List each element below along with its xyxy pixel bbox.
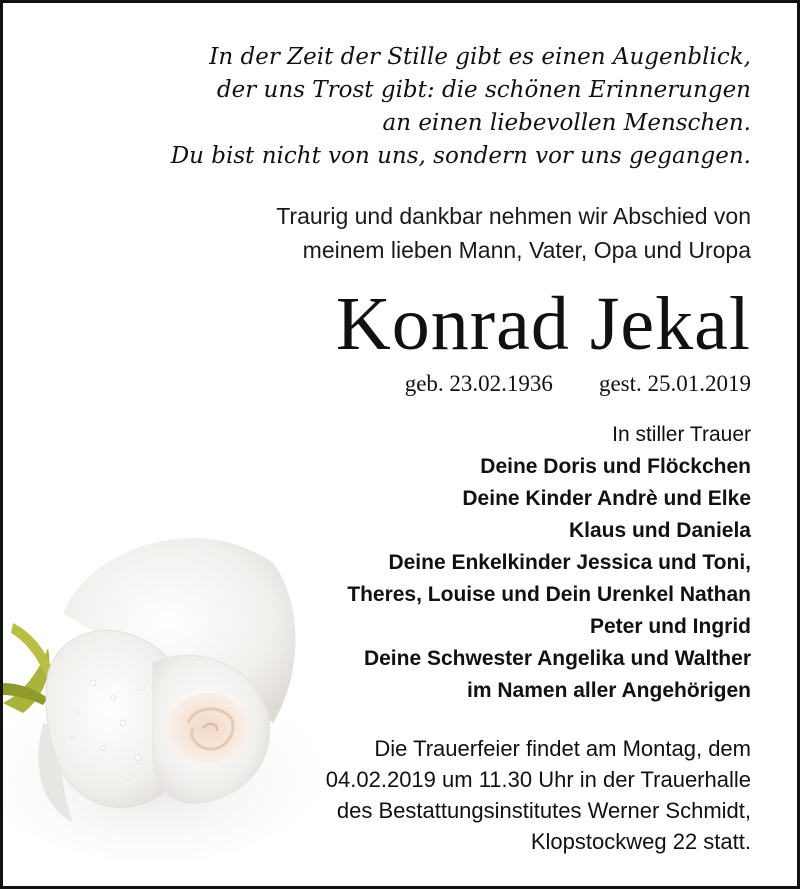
poem-line: an einen liebevollen Menschen. <box>382 110 751 136</box>
farewell-intro <box>276 199 751 267</box>
service-line: des Bestattungsinstitutes Werner Schmidt, <box>336 798 751 823</box>
mourner-line: Deine Enkelkinder Jessica und Toni, <box>388 551 751 574</box>
mourners-list <box>347 419 751 707</box>
deceased-name: Konrad Jekal <box>335 282 751 366</box>
service-line: Die Trauerfeier findet am Montag, dem <box>374 736 751 761</box>
poem-line: Du bist nicht von uns, sondern vor uns gegangen. <box>170 143 751 169</box>
mourner-line: Deine Kinder Andrè und Elke <box>462 487 751 510</box>
intro-line: Traurig und dankbar nehmen wir Abschied von <box>276 203 751 229</box>
intro-line: meinem lieben Mann, Vater, Opa und Uropa <box>302 237 751 263</box>
white-rose-image <box>3 523 333 863</box>
mourner-line: Theres, Louise und Dein Urenkel Nathan <box>347 583 751 606</box>
life-dates <box>405 370 751 398</box>
mourner-line: Deine Doris und Flöckchen <box>480 455 751 478</box>
birth-date: geb. 23.02.1936 <box>404 371 553 396</box>
mourner-line: Peter und Ingrid <box>589 615 751 638</box>
mourner-line: Deine Schwester Angelika und Walther <box>363 647 751 670</box>
funeral-service-info <box>326 733 751 857</box>
mourners-intro: In stiller Trauer <box>612 423 751 446</box>
service-line: 04.02.2019 um 11.30 Uhr in der Trauerhalle <box>325 767 751 792</box>
poem-line: der uns Trost gibt: die schönen Erinnerungen <box>216 77 751 103</box>
poem-line: In der Zeit der Stille gibt es einen Augenblick, <box>209 44 751 70</box>
poem <box>171 41 751 173</box>
mourner-line: im Namen aller Angehörigen <box>467 679 751 702</box>
death-date: gest. 25.01.2019 <box>598 371 751 396</box>
service-line: Klopstockweg 22 statt. <box>530 829 751 854</box>
mourner-line: Klaus und Daniela <box>568 519 751 542</box>
